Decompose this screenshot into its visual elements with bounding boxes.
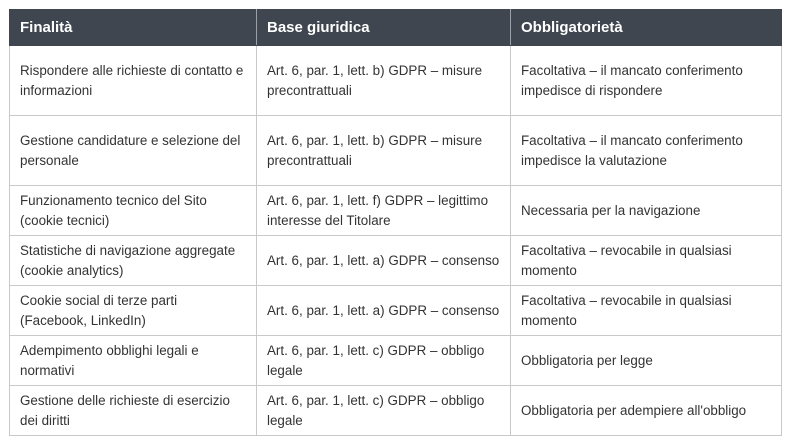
cell-base-giuridica: Art. 6, par. 1, lett. c) GDPR – obbligo legale — [257, 386, 511, 436]
cell-obbligatorieta: Facoltativa – il mancato conferimento impedisce di rispondere — [511, 46, 782, 116]
cell-finalita: Funzionamento tecnico del Sito (cookie tecnici) — [10, 186, 257, 236]
table-row — [10, 286, 782, 336]
table-header — [10, 10, 782, 46]
header-finalita: Finalità — [10, 10, 257, 46]
cell-finalita: Adempimento obblighi legali e normativi — [10, 336, 257, 386]
cell-finalita: Cookie social di terze parti (Facebook, LinkedIn) — [10, 286, 257, 336]
cell-finalita: Gestione delle richieste di esercizio dei diritti — [10, 386, 257, 436]
cell-base-giuridica: Art. 6, par. 1, lett. f) GDPR – legittimo interesse del Titolare — [257, 186, 511, 236]
cell-obbligatorieta: Obbligatoria per legge — [511, 336, 782, 386]
cell-obbligatorieta: Facoltativa – il mancato conferimento impedisce la valutazione — [511, 116, 782, 186]
table-row — [10, 386, 782, 436]
data-table — [9, 9, 782, 436]
header-obbligatorieta: Obbligatorietà — [511, 10, 782, 46]
cell-finalita: Gestione candidature e selezione del personale — [10, 116, 257, 186]
table-body — [10, 46, 782, 436]
table-row — [10, 186, 782, 236]
header-row — [10, 10, 782, 46]
table-row — [10, 336, 782, 386]
cell-base-giuridica: Art. 6, par. 1, lett. a) GDPR – consenso — [257, 236, 511, 286]
cell-finalita: Rispondere alle richieste di contatto e informazioni — [10, 46, 257, 116]
table-row — [10, 46, 782, 116]
cell-obbligatorieta: Facoltativa – revocabile in qualsiasi momento — [511, 286, 782, 336]
header-base-giuridica: Base giuridica — [257, 10, 511, 46]
cell-obbligatorieta: Obbligatoria per adempiere all'obbligo — [511, 386, 782, 436]
cell-base-giuridica: Art. 6, par. 1, lett. b) GDPR – misure precontrattuali — [257, 116, 511, 186]
cell-obbligatorieta: Facoltativa – revocabile in qualsiasi momento — [511, 236, 782, 286]
cell-finalita: Statistiche di navigazione aggregate (cookie analytics) — [10, 236, 257, 286]
table-row — [10, 236, 782, 286]
cell-obbligatorieta: Necessaria per la navigazione — [511, 186, 782, 236]
cell-base-giuridica: Art. 6, par. 1, lett. b) GDPR – misure precontrattuali — [257, 46, 511, 116]
table-row — [10, 116, 782, 186]
cell-base-giuridica: Art. 6, par. 1, lett. a) GDPR – consenso — [257, 286, 511, 336]
cell-base-giuridica: Art. 6, par. 1, lett. c) GDPR – obbligo legale — [257, 336, 511, 386]
